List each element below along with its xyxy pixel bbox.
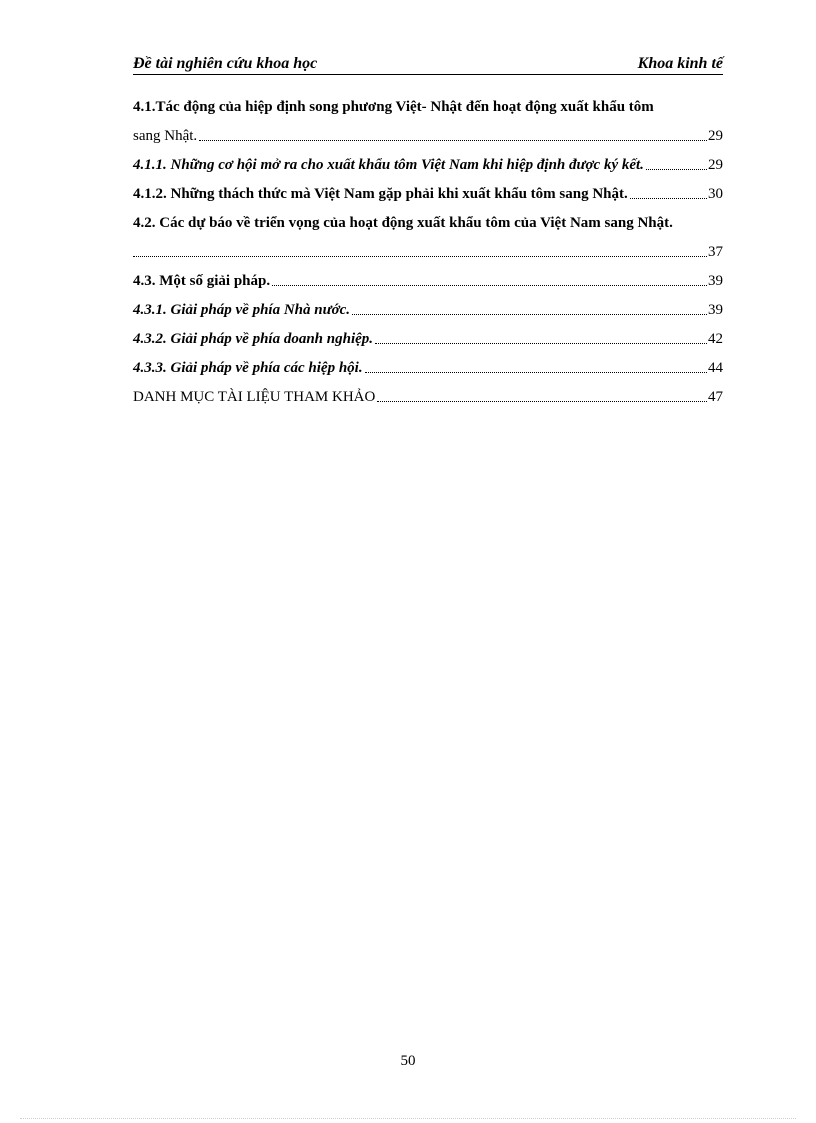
toc-entry-4-1-1[interactable]	[133, 146, 723, 175]
dot-leader	[375, 343, 707, 344]
toc-entry-title: DANH MỤC TÀI LIỆU THAM KHẢO	[133, 389, 376, 405]
toc-entry-4-1-2[interactable]	[133, 175, 723, 204]
toc-entry-title: 4.3. Một số giải pháp.	[133, 273, 271, 289]
toc-entry-page: 39	[708, 302, 723, 318]
toc-entry-page: 29	[708, 128, 723, 144]
toc-entry-page: 30	[708, 186, 723, 202]
toc-entry-references[interactable]	[133, 378, 723, 407]
toc-entry-title: 4.1.1. Những cơ hội mở ra cho xuất khẩu tôm Việt Nam khi hiệp định được ký kết.	[133, 157, 644, 173]
page-number: 50	[400, 1053, 416, 1069]
toc-entry-title: 4.2. Các dự báo về triển vọng của hoạt động xuất khẩu tôm của Việt Nam sang Nhật.	[133, 215, 673, 231]
dot-leader	[272, 285, 707, 286]
toc-entry-4-2-cont[interactable]	[133, 233, 723, 262]
toc-entry-title: 4.3.2. Giải pháp về phía doanh nghiệp.	[133, 331, 374, 347]
toc-entry-page: 29	[708, 157, 723, 173]
toc-entry-title: 4.1.Tác động của hiệp định song phương Việt- Nhật đến hoạt động xuất khẩu tôm	[133, 99, 654, 115]
table-of-contents	[133, 88, 723, 407]
toc-entry-4-3[interactable]	[133, 262, 723, 291]
dot-leader	[133, 256, 707, 257]
toc-entry-4-3-3[interactable]	[133, 349, 723, 378]
toc-entry-4-3-2[interactable]	[133, 320, 723, 349]
toc-entry-title: 4.3.1. Giải pháp về phía Nhà nước.	[133, 302, 351, 318]
dot-leader	[365, 372, 707, 373]
page-bottom-divider	[20, 1118, 796, 1119]
toc-entry-page: 44	[708, 360, 723, 376]
dot-leader	[352, 314, 707, 315]
toc-entry-page: 47	[708, 389, 723, 405]
toc-entry-4-1[interactable]	[133, 88, 723, 117]
dot-leader	[377, 401, 707, 402]
page-header	[133, 52, 723, 75]
toc-entry-page: 42	[708, 331, 723, 347]
toc-entry-title: 4.3.3. Giải pháp về phía các hiệp hội.	[133, 360, 363, 376]
dot-leader	[646, 169, 707, 170]
header-right-title: Khoa kinh tế	[637, 55, 723, 72]
toc-entry-4-3-1[interactable]	[133, 291, 723, 320]
toc-entry-title: sang Nhật.	[133, 128, 198, 144]
toc-entry-4-2[interactable]	[133, 204, 723, 233]
toc-entry-page: 37	[708, 244, 723, 260]
toc-entry-title: 4.1.2. Những thách thức mà Việt Nam gặp phải khi xuất khẩu tôm sang Nhật.	[133, 186, 628, 202]
header-left-title: Đề tài nghiên cứu khoa học	[133, 55, 318, 72]
dot-leader	[199, 140, 707, 141]
toc-entry-page: 39	[708, 273, 723, 289]
dot-leader	[630, 198, 707, 199]
toc-entry-4-1-cont[interactable]	[133, 117, 723, 146]
